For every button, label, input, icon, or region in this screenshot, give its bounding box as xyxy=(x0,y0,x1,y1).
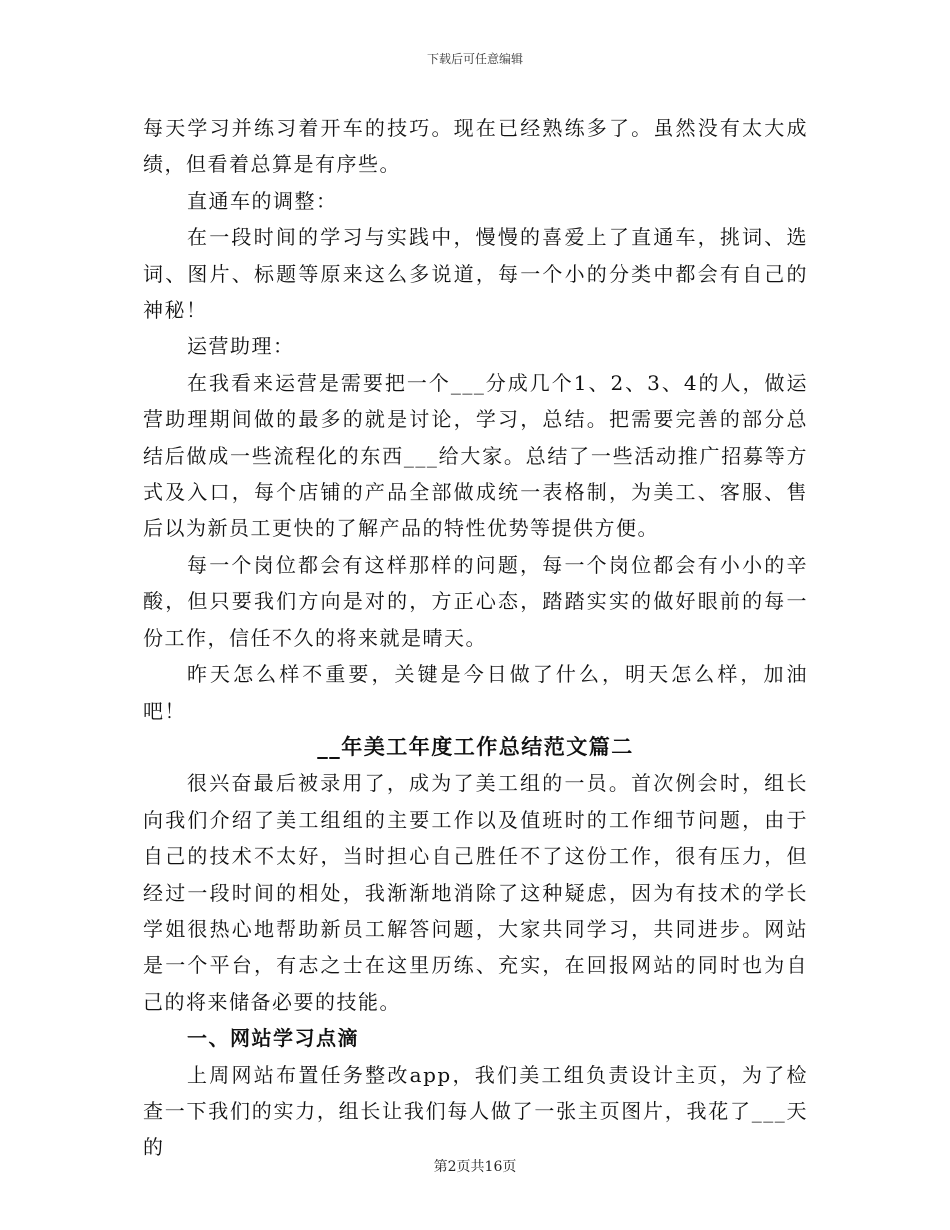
paragraph: 每一个岗位都会有这样那样的问题，每一个岗位都会有小小的辛酸，但只要我们方向是对的，方正心态，踏踏实实的做好眼前的每一份工作，信任不久的将来就是晴天。 xyxy=(143,552,808,650)
document-body xyxy=(143,110,808,1166)
paragraph-heading: 运营助理： xyxy=(187,334,295,359)
paragraph: 很兴奋最后被录用了，成为了美工组的一员。首次例会时，组长向我们介绍了美工组组的主要工作以及值班时的工作细节问题，由于自己的技术不太好，当时担心自己胜任不了这份工作，很有压力，但经过一段时间的相处，我渐渐地消除了这种疑虑，因为有技术的学长学姐很热心地帮助新员工解答问题，大家共同学习，共同进步。网站是一个平台，有志之士在这里历练、充实，在回报网站的同时也为自己的将来储备必要的技能。 xyxy=(143,771,808,1014)
page-header: 下载后可任意编辑 xyxy=(426,52,523,66)
paragraph: 昨天怎么样不重要，关键是今日做了什么，明天怎么样，加油吧！ xyxy=(143,662,808,723)
page-footer: 第2页共16页 xyxy=(433,1159,517,1175)
subheading: 一、网站学习点滴 xyxy=(187,1026,359,1051)
paragraph: 在我看来运营是需要把一个___分成几个1、2、3、4的人，做运营助理期间做的最多的就是讨论，学习，总结。把需要完善的部分总结后做成一些流程化的东西___给大家。总结了一些活动推广招募等方式及入口，每个店铺的产品全部做成统一表格制，为美工、客服、售后以为新员工更快的了解产品的特性优势等提供方便。 xyxy=(143,370,808,541)
section-title: __年美工年度工作总结范文篇二 xyxy=(317,733,634,759)
paragraph: 在一段时间的学习与实践中，慢慢的喜爱上了直通车，挑词、选词、图片、标题等原来这么多说道，每一个小的分类中都会有自己的神秘！ xyxy=(143,225,808,323)
paragraph: 每天学习并练习着开车的技巧。现在已经熟练多了。虽然没有太大成绩，但看着总算是有序些。 xyxy=(143,116,808,177)
paragraph-heading: 直通车的调整： xyxy=(187,188,338,213)
paragraph: 上周网站布置任务整改app，我们美工组负责设计主页，为了检查一下我们的实力，组长让我们每人做了一张主页图片，我花了___天的 xyxy=(143,1062,808,1160)
